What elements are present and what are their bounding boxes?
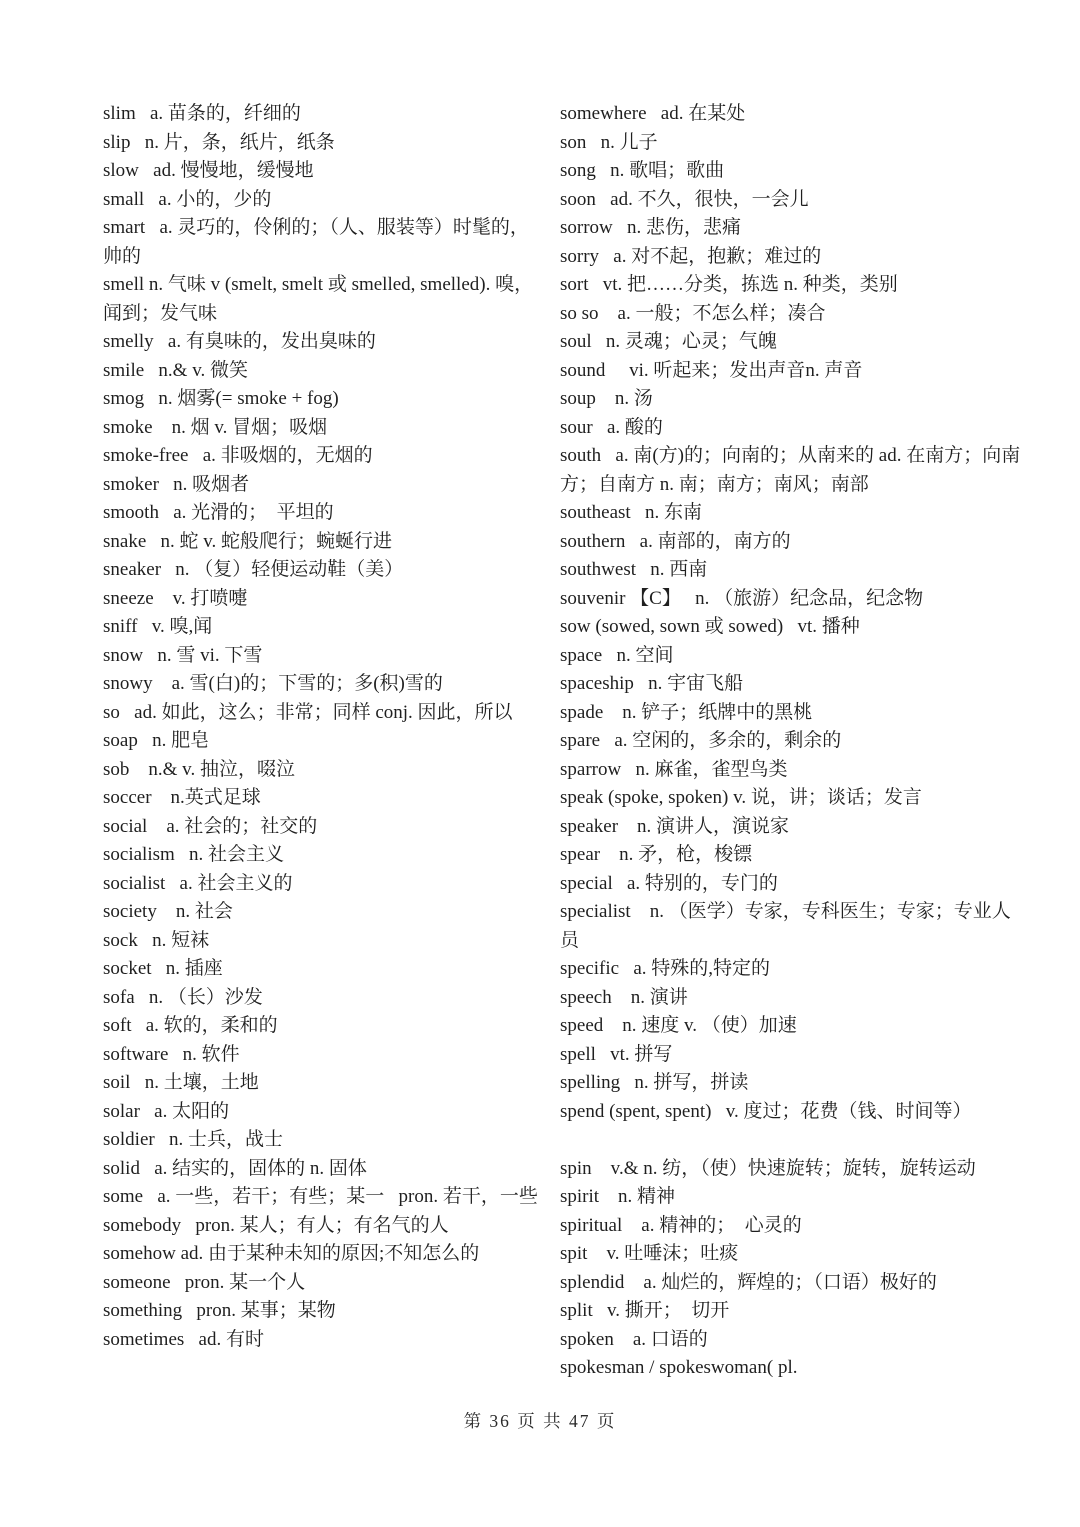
- dict-entry: someone pron. 某一个人: [103, 1271, 306, 1293]
- dict-entry: somebody pron. 某人；有人；有名气的人: [103, 1214, 449, 1236]
- dict-entry: sort vt. 把……分类，拣选 n. 种类，类别: [560, 274, 898, 295]
- dict-entry: split v. 撕开； 切开: [560, 1300, 730, 1321]
- dict-entry: spear n. 矛，枪，梭镖: [560, 844, 753, 865]
- dict-entry: spirit n. 精神: [560, 1186, 676, 1207]
- dict-entry: southwest n. 西南: [560, 559, 708, 580]
- dict-entry: snake n. 蛇 v. 蛇般爬行；蜿蜒行进: [103, 530, 393, 552]
- dict-entry: sob n.& v. 抽泣，啜泣: [103, 758, 295, 780]
- page-number-footer: 第 36 页 共 47 页: [463, 1411, 617, 1431]
- dict-entry: song n. 歌唱；歌曲: [560, 160, 725, 181]
- dict-entry: soon ad. 不久，很快，一会儿: [560, 188, 809, 210]
- dict-entry: spokesman / spokeswoman( pl.: [560, 1357, 798, 1378]
- entry-gap: [560, 1126, 1025, 1155]
- dict-entry: smog n. 烟雾(= smoke + fog): [103, 388, 339, 409]
- dict-entry: slip n. 片，条，纸片，纸条: [103, 131, 335, 153]
- dict-entry: snow n. 雪 vi. 下雪: [103, 644, 263, 666]
- dict-entry: smoke-free a. 非吸烟的，无烟的: [103, 445, 373, 466]
- dict-entry: soldier n. 士兵，战士: [103, 1129, 283, 1150]
- dict-entry: soil n. 土壤，土地: [103, 1072, 259, 1093]
- dict-entry: smell n. 气味 v (smelt, smelt 或 smelled, smelled). 嗅，闻到；发气味: [103, 274, 534, 324]
- dict-entry: sound vi. 听起来；发出声音n. 声音: [560, 359, 863, 381]
- dict-entry: sow (sowed, sown 或 sowed) vt. 播种: [560, 616, 860, 637]
- dict-entry: sniff v. 嗅,闻: [103, 616, 213, 637]
- dict-entry: socket n. 插座: [103, 958, 223, 979]
- dict-entry: speak (spoke, spoken) v. 说，讲；谈话；发言: [560, 787, 922, 808]
- dict-entry: spelling n. 拼写，拼读: [560, 1072, 749, 1093]
- dict-entry: sneeze v. 打喷嚏: [103, 587, 248, 609]
- dict-entry: sneaker n. （复）轻便运动鞋（美）: [103, 559, 404, 580]
- dict-entry: spend (spent, spent) v. 度过；花费（钱、时间等）: [560, 1100, 972, 1122]
- dict-entry: something pron. 某事；某物: [103, 1300, 336, 1321]
- dict-entry: space n. 空间: [560, 644, 674, 666]
- dict-entry: slim a. 苗条的，纤细的: [103, 103, 301, 124]
- left-column: [103, 100, 544, 1383]
- dict-entry: sometimes ad. 有时: [103, 1328, 264, 1350]
- dict-entry: south a. 南(方)的；向南的；从南来的 ad. 在南方；向南方；自南方 n. 南；南方；南风；南部: [560, 445, 1021, 495]
- dict-entry: southern a. 南部的，南方的: [560, 530, 791, 552]
- dict-entry: so ad. 如此，这么；非常；同样 conj. 因此，所以: [103, 701, 513, 723]
- dict-entry: spade n. 铲子；纸牌中的黑桃: [560, 701, 813, 723]
- dict-entry: snowy a. 雪(白)的；下雪的；多(积)雪的: [103, 673, 443, 694]
- dict-entry: son n. 儿子: [560, 131, 658, 153]
- dict-entry: smart a. 灵巧的，伶俐的；（人、服装等）时髦的，帅的: [103, 217, 529, 267]
- dict-entry: sour a. 酸的: [560, 416, 663, 438]
- dict-entry: spare a. 空闲的，多余的，剩余的: [560, 730, 842, 751]
- dict-entry: smelly a. 有臭味的，发出臭味的: [103, 331, 376, 352]
- dict-entry: sorrow n. 悲伤，悲痛: [560, 217, 742, 238]
- dict-entry: speaker n. 演讲人，演说家: [560, 815, 790, 837]
- dict-entry: social a. 社会的；社交的: [103, 815, 318, 837]
- dict-entry: spiritual a. 精神的； 心灵的: [560, 1214, 802, 1236]
- dict-entry: spit v. 吐唾沫；吐痰: [560, 1243, 739, 1264]
- dict-entry: solar a. 太阳的: [103, 1100, 230, 1122]
- dict-entry: specialist n. （医学）专家，专科医生；专家；专业人员: [560, 901, 1011, 951]
- dict-entry: sorry a. 对不起，抱歉；难过的: [560, 245, 822, 267]
- dict-entry: some a. 一些，若干；有些；某一 pron. 若干，一些: [103, 1186, 538, 1207]
- dict-entry: smoke n. 烟 v. 冒烟；吸烟: [103, 416, 328, 438]
- dict-entry: smoker n. 吸烟者: [103, 473, 250, 495]
- dict-entry: soup n. 汤: [560, 388, 653, 409]
- dict-entry: soap n. 肥皂: [103, 730, 210, 751]
- dict-entry: spin v.& n. 纺，（使）快速旋转；旋转，旋转运动: [560, 1157, 976, 1179]
- dict-entry: sparrow n. 麻雀，雀型鸟类: [560, 758, 788, 780]
- dict-entry: speed n. 速度 v. （使）加速: [560, 1015, 797, 1036]
- dict-entry: society n. 社会: [103, 901, 233, 922]
- dict-entry: splendid a. 灿烂的，辉煌的；（口语）极好的: [560, 1271, 937, 1293]
- dict-entry: smile n.& v. 微笑: [103, 359, 248, 381]
- dict-entry: somehow ad. 由于某种未知的原因;不知怎么的: [103, 1243, 480, 1264]
- dict-entry: small a. 小的，少的: [103, 188, 272, 210]
- dict-entry: spoken a. 口语的: [560, 1328, 708, 1350]
- dict-entry: so so a. 一般；不怎么样；凑合: [560, 302, 826, 324]
- dict-entry: specific a. 特殊的,特定的: [560, 958, 771, 979]
- dict-entry: spell vt. 拼写: [560, 1043, 673, 1065]
- dict-entry: soft a. 软的，柔和的: [103, 1015, 278, 1036]
- dict-entry: sock n. 短袜: [103, 929, 210, 951]
- dict-entry: socialism n. 社会主义: [103, 844, 285, 865]
- dict-entry: soul n. 灵魂；心灵；气魄: [560, 331, 777, 352]
- right-column: [560, 100, 1025, 1383]
- dict-entry: somewhere ad. 在某处: [560, 103, 746, 124]
- dict-entry: souvenir 【C】 n. （旅游）纪念品，纪念物: [560, 587, 924, 609]
- dict-entry: southeast n. 东南: [560, 502, 702, 523]
- dict-entry: spaceship n. 宇宙飞船: [560, 673, 744, 694]
- dict-entry: sofa n. （长）沙发: [103, 986, 263, 1008]
- dict-entry: speech n. 演讲: [560, 986, 688, 1008]
- dict-entry: smooth a. 光滑的； 平坦的: [103, 502, 334, 523]
- dict-entry: slow ad. 慢慢地，缓慢地: [103, 160, 314, 181]
- dict-entry: solid a. 结实的，固体的 n. 固体: [103, 1157, 367, 1179]
- dict-entry: software n. 软件: [103, 1043, 240, 1065]
- dict-entry: socialist a. 社会主义的: [103, 872, 293, 894]
- dict-entry: special a. 特别的，专门的: [560, 872, 778, 894]
- dict-entry: soccer n.英式足球: [103, 787, 261, 808]
